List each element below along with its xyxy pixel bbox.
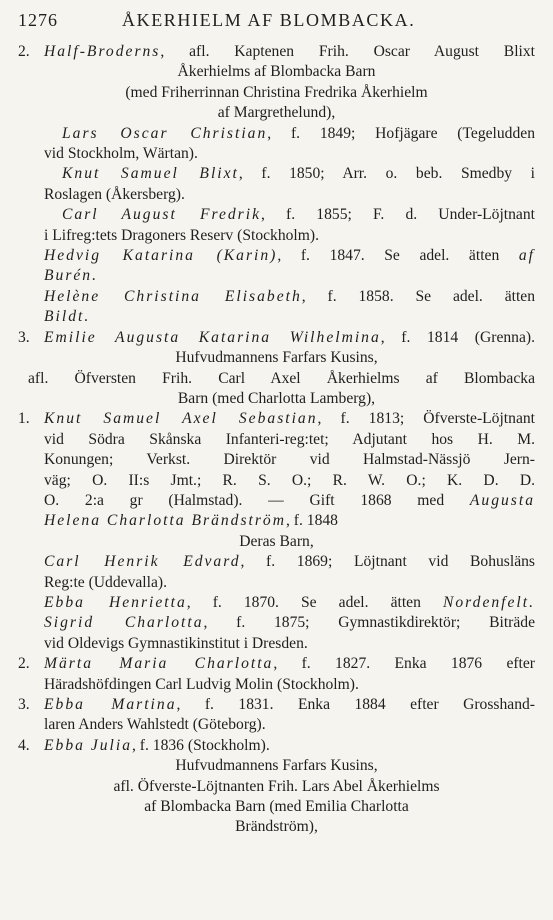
person-name: Ebba Martina [44, 696, 177, 713]
text-line [18, 389, 535, 409]
line-text: , f. 1814 (Grenna). [380, 328, 535, 346]
line-text: , f. 1858. Se adel. ätten [301, 287, 535, 305]
line-text: väg; O. II:s Jmt.; R. S. O.; R. W. O.; K. D. D. [44, 471, 535, 489]
page-number: 1276 [18, 10, 58, 30]
genealogy-text [18, 42, 535, 838]
person-name: Knut Samuel Blixt [62, 165, 239, 183]
family-name: Nordenfelt. [442, 593, 535, 611]
line-text: Hufvudmannens Farfars Kusins, [175, 757, 378, 775]
line-text: Hufvudmannens Farfars Kusins, [175, 349, 378, 367]
line-text: afl. Öfverste-Löjtnanten Frih. Lars Abel Åkerhielms [113, 777, 440, 795]
person-name: Helène Christina Elisabeth [44, 287, 302, 305]
line-text: , f. 1855; F. d. Under-Löjtnant [261, 206, 535, 224]
text-line [18, 369, 535, 389]
text-line [18, 491, 535, 511]
text-line [18, 83, 535, 103]
line-text: Deras Barn, [239, 532, 314, 550]
text-line [18, 430, 535, 450]
line-text: O. 2:a gr (Halmstad). — Gift 1868 med [44, 491, 470, 509]
text-line [18, 307, 535, 327]
text-line [18, 287, 535, 307]
line-text: , f. 1849; Hofjägare (Tegeludden [267, 124, 535, 142]
text-line [18, 654, 535, 674]
line-text: , f. 1836 (Stockholm). [132, 736, 270, 754]
line-text: (med Friherrinnan Christina Fredrika Åkerhielm [125, 83, 428, 101]
line-text: , afl. Kaptenen Frih. Oscar August Blixt [160, 43, 535, 60]
person-name: Märta Maria Charlotta [44, 655, 274, 673]
line-text: afl. Öfversten Frih. Carl Axel Åkerhielms af Blombacka [28, 369, 535, 387]
line-text: laren Anders Wahlstedt (Göteborg). [44, 716, 266, 734]
text-line [18, 817, 535, 837]
text-line [18, 185, 535, 205]
text-line [18, 552, 535, 572]
line-text: Reg:te (Uddevalla). [44, 573, 167, 591]
line-text: Konungen; Verkst. Direktör vid Halmstad-Nässjö Jern- [44, 451, 535, 469]
line-text: Barn (med Charlotta Lamberg), [177, 389, 376, 407]
person-name: Half-Broderns [44, 43, 161, 60]
text-line [18, 777, 535, 797]
line-text: , f. 1827. Enka 1876 efter [273, 655, 535, 673]
line-text: , f. 1869; Löjtnant vid Bohusläns [240, 553, 535, 571]
text-line [18, 593, 535, 613]
person-name: Ebba Henrietta [44, 593, 187, 611]
text-line [18, 266, 535, 286]
person-name: Ebba Julia [44, 736, 132, 754]
running-title: ÅKERHIELM AF BLOMBACKA. [122, 10, 416, 30]
line-text: vid Stockholm, Wärtan). [44, 145, 198, 163]
text-line [18, 164, 535, 184]
line-text: , f. 1847. Se adel. ätten [277, 247, 519, 265]
text-line [18, 124, 535, 144]
line-text: Brändström), [235, 818, 318, 836]
text-line [18, 715, 535, 735]
text-line [18, 471, 535, 491]
person-name: Bildt. [44, 308, 91, 326]
family-name: Augusta [469, 491, 535, 509]
person-name: Carl Henrik Edvard [44, 553, 241, 571]
text-line [18, 409, 535, 429]
text-line [18, 246, 535, 266]
person-name: Carl August Fredrik [62, 206, 261, 224]
line-text: Häradshöfdingen Carl Ludvig Molin (Stockholm). [44, 675, 359, 693]
line-text: Roslagen (Åkersberg). [44, 185, 185, 203]
line-text: , f. 1831. Enka 1884 efter Grosshand- [176, 696, 535, 713]
line-text: i Lifreg:tets Dragoners Reserv (Stockholm). [44, 226, 319, 244]
entry-number: 3. [18, 328, 30, 346]
text-line [18, 450, 535, 470]
text-line [18, 205, 535, 225]
text-line [18, 797, 535, 817]
text-line [18, 226, 535, 246]
text-line [18, 103, 535, 123]
text-line [18, 756, 535, 776]
text-line [18, 573, 535, 593]
line-text: af Margrethelund), [217, 104, 336, 122]
entry-number: 2. [18, 655, 30, 673]
person-name: Emilie Augusta Katarina Wilhelmina [44, 328, 381, 346]
line-text: , f. 1848 [286, 512, 338, 530]
line-text: , f. 1875; Gymnastikdirektör; Biträde [203, 614, 535, 632]
family-name: af [518, 247, 535, 265]
text-line [18, 532, 535, 552]
text-line [18, 348, 535, 368]
line-text: , f. 1870. Se adel. ätten [186, 593, 443, 611]
text-line [18, 42, 535, 62]
text-line [18, 613, 535, 633]
text-line [18, 634, 535, 654]
text-line [18, 62, 535, 82]
line-text: af Blombacka Barn (med Emilia Charlotta [144, 798, 409, 816]
text-line [18, 736, 535, 756]
person-name: Hedvig Katarina (Karin) [44, 247, 278, 265]
person-name: Helena Charlotta Brändström [44, 512, 286, 530]
person-name: Lars Oscar Christian [62, 124, 268, 142]
person-name: Knut Samuel Axel Sebastian [44, 410, 318, 428]
line-text: , f. 1850; Arr. o. beb. Smedby i [238, 165, 535, 183]
person-name: Sigrid Charlotta [44, 614, 204, 632]
line-text: vid Södra Skånska Infanteri-reg:tet; Adjutant hos H. M. [44, 430, 535, 448]
text-line [18, 695, 535, 715]
text-line [18, 328, 535, 348]
entry-number: 3. [18, 696, 30, 713]
person-name: Burén. [44, 267, 99, 285]
line-text: , f. 1813; Öfverste-Löjtnant [317, 410, 535, 428]
entry-number: 1. [18, 410, 30, 428]
page-header [18, 10, 535, 42]
text-line [18, 511, 535, 531]
line-text: vid Oldevigs Gymnastikinstitut i Dresden. [44, 634, 308, 652]
entry-number: 4. [18, 736, 30, 754]
text-line [18, 144, 535, 164]
line-text: Åkerhielms af Blombacka Barn [177, 63, 376, 81]
text-line [18, 675, 535, 695]
entry-number: 2. [18, 43, 30, 60]
